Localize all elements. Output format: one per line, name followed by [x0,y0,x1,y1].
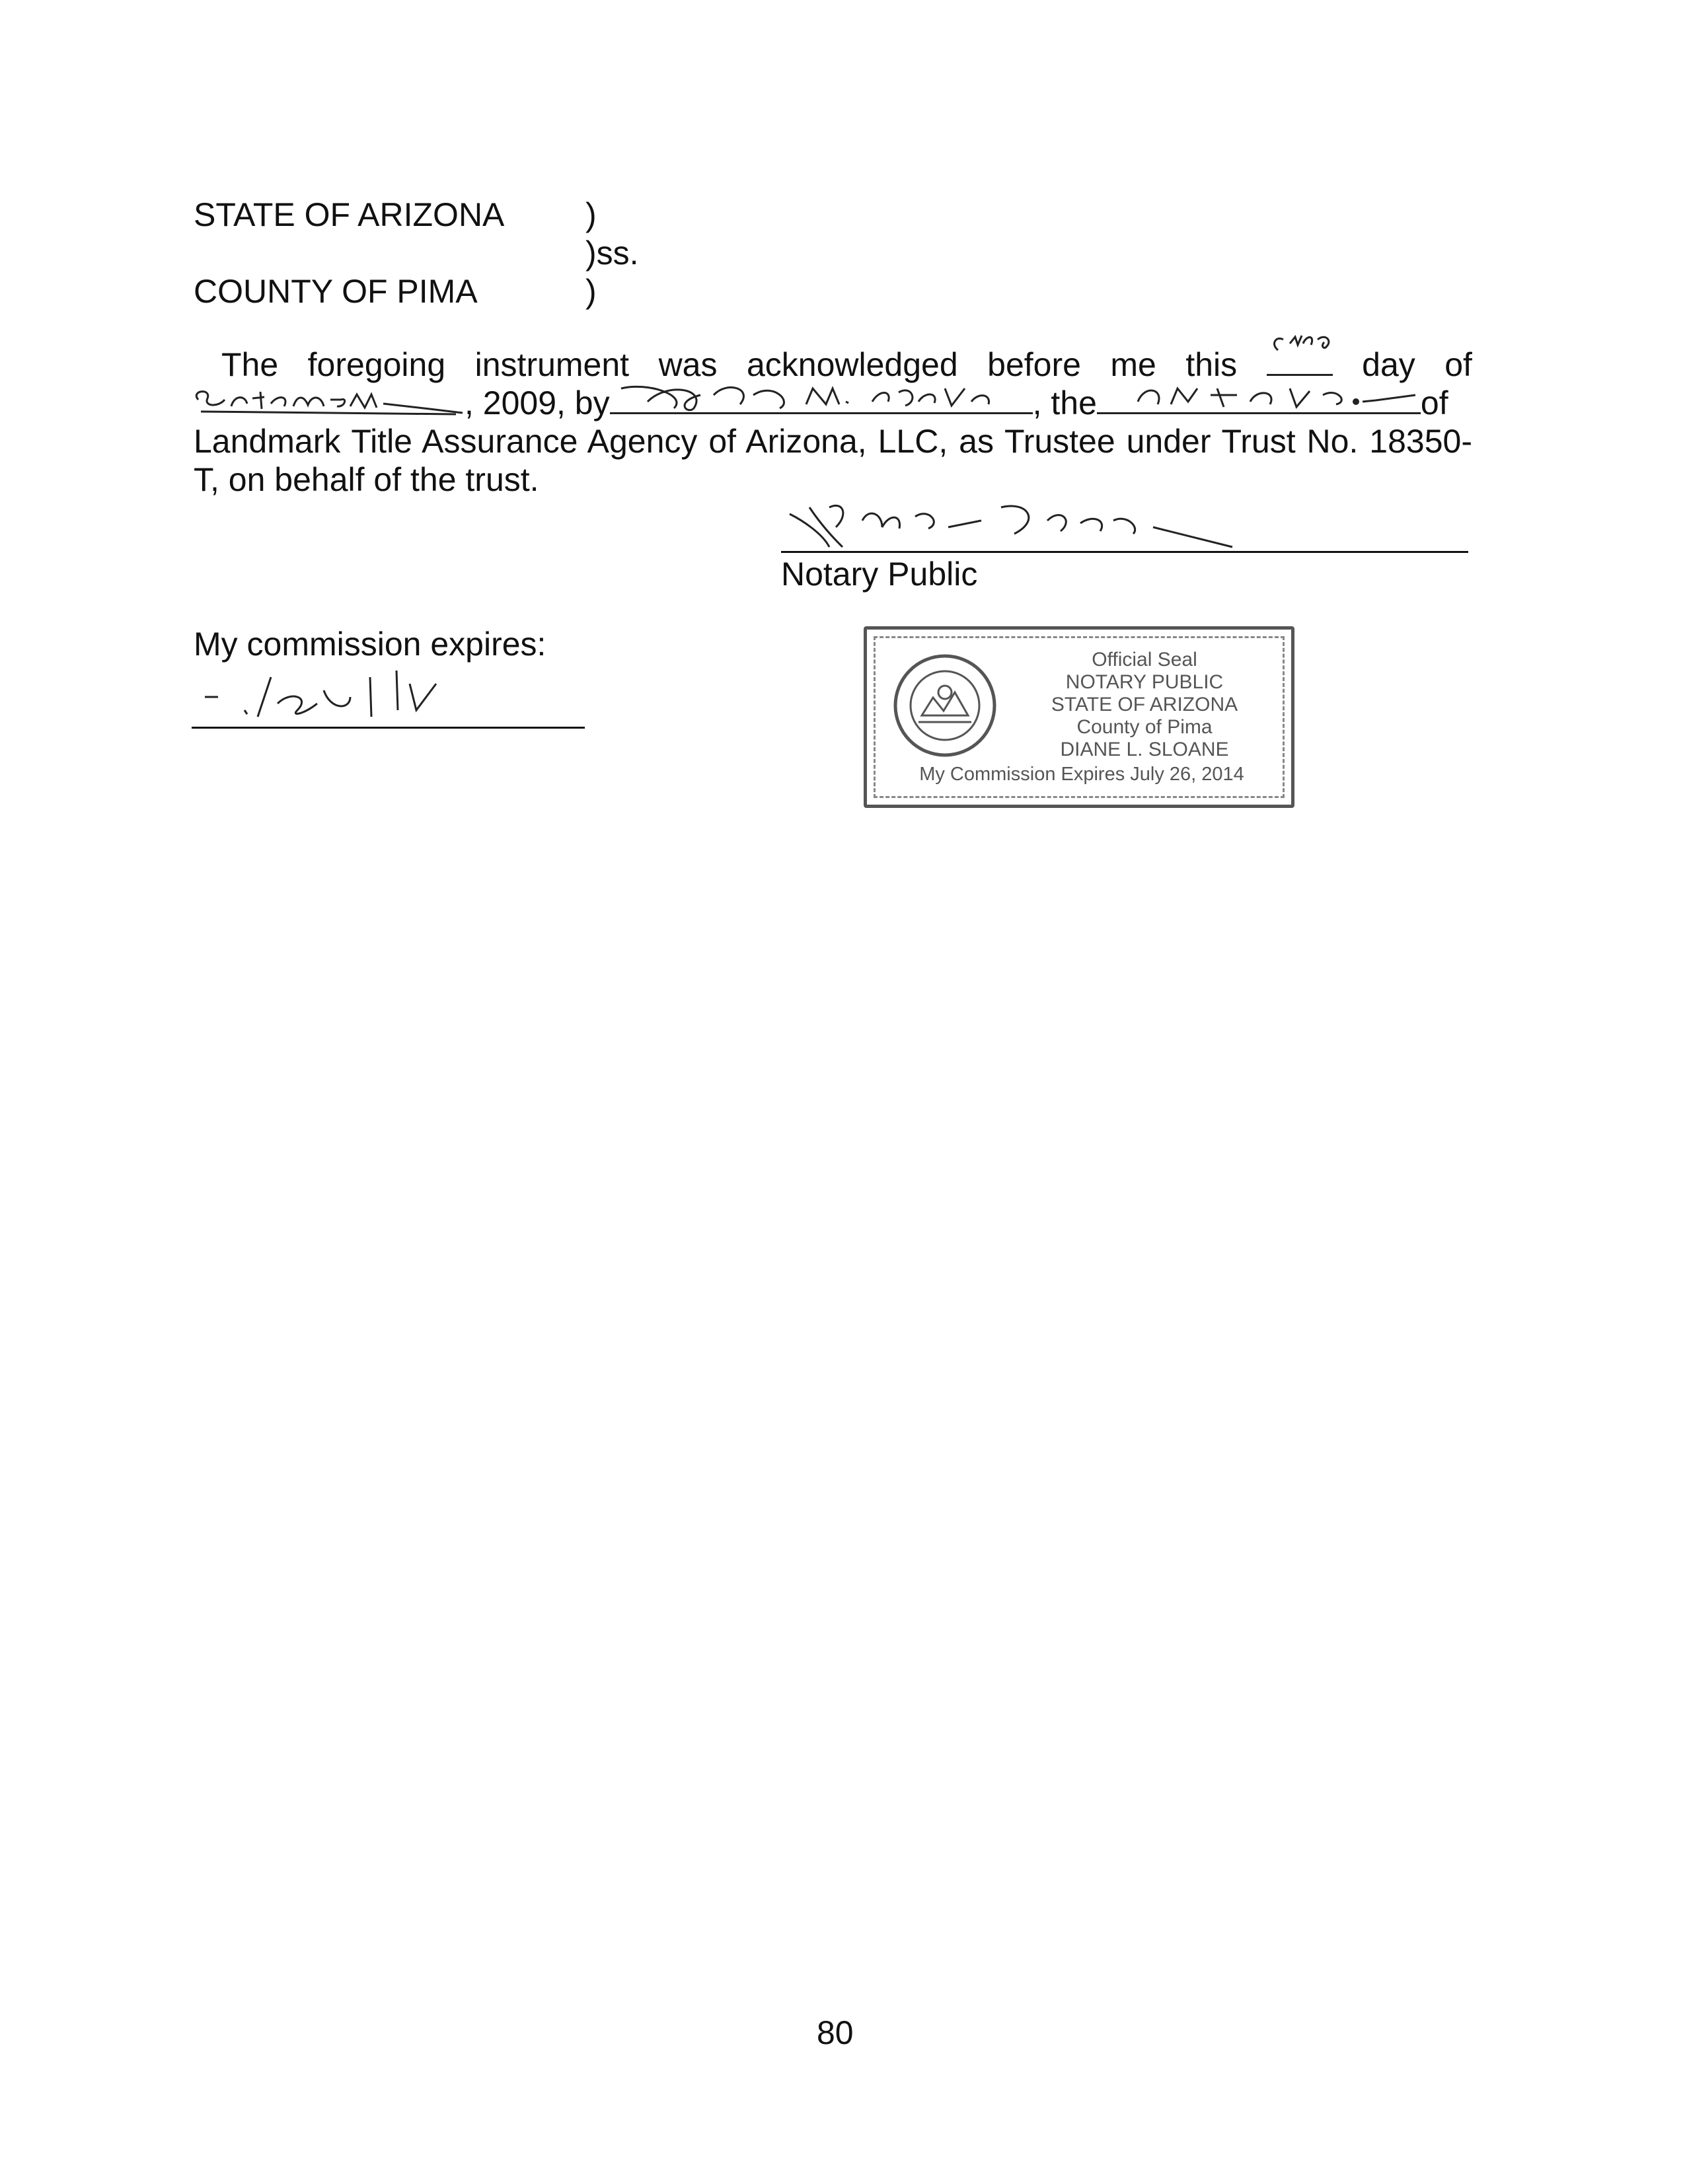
seal-county: County of Pima [1076,716,1213,738]
ack-the: , the [1032,384,1097,421]
venue-state: STATE OF ARIZONA [194,196,505,233]
seal-commission-expires: My Commission Expires July 26, 2014 [919,764,1244,785]
notary-public-label: Notary Public [781,556,978,593]
seal-state: STATE OF ARIZONA [1051,694,1238,715]
seal-title: Official Seal [1092,649,1197,671]
venue-ss: )ss. [585,235,639,272]
venue-paren-bottom: ) [585,273,597,310]
ack-word: was [658,346,718,383]
notary-signature-line [781,551,1468,553]
ack-line-3: Landmark Title Assurance Agency of Arizona, LLC, as Trustee under Trust No. 18350- [194,423,1472,460]
ack-word: instrument [474,346,630,383]
commission-date-signature [198,664,463,730]
venue-paren-top: ) [585,196,597,233]
commission-date-line [192,727,585,729]
ack-day: day [1362,346,1415,383]
ack-word: before [987,346,1081,383]
commission-expires-label: My commission expires: [194,626,546,663]
handwritten-month-signature [192,380,469,419]
seal-notary-public: NOTARY PUBLIC [1065,671,1224,693]
handwritten-day-signature [1263,330,1349,370]
ack-word: this [1185,346,1238,383]
ack-of: of [1444,346,1472,383]
handwritten-title-signature [1125,375,1455,421]
ack-of-2: of [1420,384,1448,421]
venue-county: COUNTY OF PIMA [194,273,478,310]
seal-notary-name: DIANE L. SLOANE [1060,739,1229,760]
notary-seal-stamp [864,626,1294,808]
ack-year: , 2009, by [465,384,610,421]
ack-word: The [221,346,279,383]
ack-word: acknowledged [746,346,958,383]
notary-signature [783,494,1246,554]
arizona-seal-emblem [892,653,998,758]
ack-word: foregoing [307,346,446,383]
ack-word: me [1110,346,1156,383]
ack-line-4: T, on behalf of the trust. [194,461,539,498]
handwritten-signer-signature [608,375,1044,421]
page-number: 80 [817,2014,854,2051]
